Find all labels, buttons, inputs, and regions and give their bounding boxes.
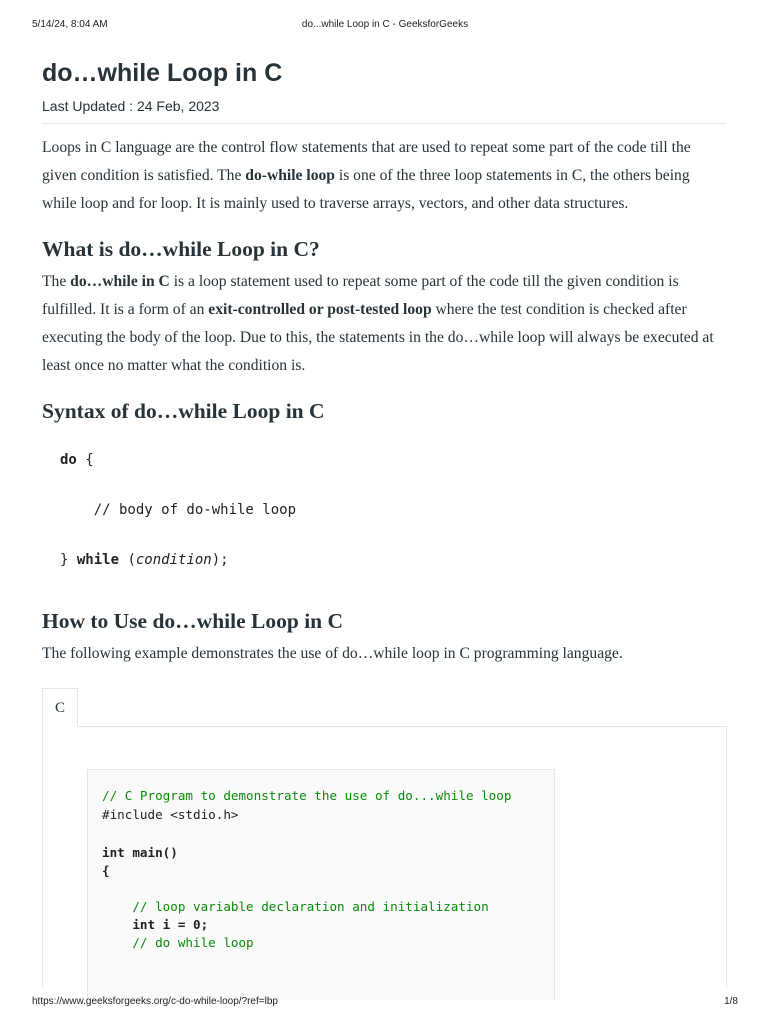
syntax-do-keyword: do [60, 452, 77, 468]
syntax-line-while [60, 548, 726, 573]
heading-what-is: What is do…while Loop in C? [42, 237, 320, 261]
syntax-line-do [60, 448, 726, 473]
print-page-number: 1/8 [724, 996, 738, 1007]
code-int-keyword: int [102, 917, 156, 932]
what-bold-a: do…while in C [70, 273, 170, 290]
print-url[interactable]: https://www.geeksforgeeks.org/c-do-while-loop/?ref=lbp [32, 996, 278, 1007]
print-footer [32, 996, 738, 1010]
code-line-include: #include <stdio.h> [102, 807, 239, 822]
what-text-c: where the test condition is checked after executing the body of the loop. Due to this, the statements in the do…while loop will always be executed at least once no matter what the condition is. [42, 301, 714, 374]
code-line-int-decl [102, 916, 208, 934]
what-bold-b: exit-controlled or post-tested loop [208, 301, 432, 318]
code-line-comment: // C Program to demonstrate the use of do...while loop [102, 788, 512, 803]
what-text-a: The [42, 273, 71, 290]
code-panel [42, 726, 727, 987]
print-header [32, 19, 738, 33]
code-line-decl-comment: // loop variable declaration and initialization [102, 899, 489, 914]
syntax-open-brace: { [76, 452, 94, 468]
heading-syntax: Syntax of do…while Loop in C [42, 399, 325, 423]
what-text-b: is a loop statement used to repeat some part of the code till the given condition is fulfilled. It is a form of an [42, 273, 679, 318]
code-tabs [42, 688, 726, 988]
intro-text-b: is one of the three loop statements in C, the others being while loop and for loop. It is mainly used to traverse arrays, vectors, and other data structures. [42, 167, 690, 212]
intro-bold: do-while loop [245, 167, 335, 184]
code-line-open-brace: { [102, 863, 110, 878]
syntax-line-body: // body of do-while loop [60, 502, 297, 518]
syntax-close-paren: ); [211, 552, 229, 568]
syntax-condition: condition [135, 552, 212, 568]
intro-paragraph [42, 134, 726, 218]
syntax-code-block [42, 448, 726, 573]
print-datetime: 5/14/24, 8:04 AM [32, 19, 108, 30]
article-content [42, 56, 726, 988]
tab-c[interactable]: C [42, 688, 78, 727]
syntax-close-brace: } [60, 552, 77, 568]
code-int-rest: i = 0; [155, 917, 209, 932]
heading-how-to-use: How to Use do…while Loop in C [42, 609, 344, 633]
article-title: do…while Loop in C [42, 59, 283, 87]
how-to-use-paragraph: The following example demonstrates the use of do…while loop in C programming language. [42, 645, 623, 662]
syntax-open-paren: ( [119, 552, 136, 568]
print-page-title: do...while Loop in C - GeeksforGeeks [301, 19, 469, 30]
intro-text-a: Loops in C language are the control flow statements that are used to repeat some part of the code till the given condition is satisfied. The [42, 139, 691, 184]
code-line-main: int main() [102, 845, 178, 860]
last-updated: Last Updated : 24 Feb, 2023 [42, 98, 726, 124]
syntax-while-keyword: while [76, 552, 120, 568]
code-line-loop-comment: // do while loop [102, 935, 254, 950]
what-is-paragraph [42, 268, 726, 380]
code-block [87, 769, 555, 1000]
